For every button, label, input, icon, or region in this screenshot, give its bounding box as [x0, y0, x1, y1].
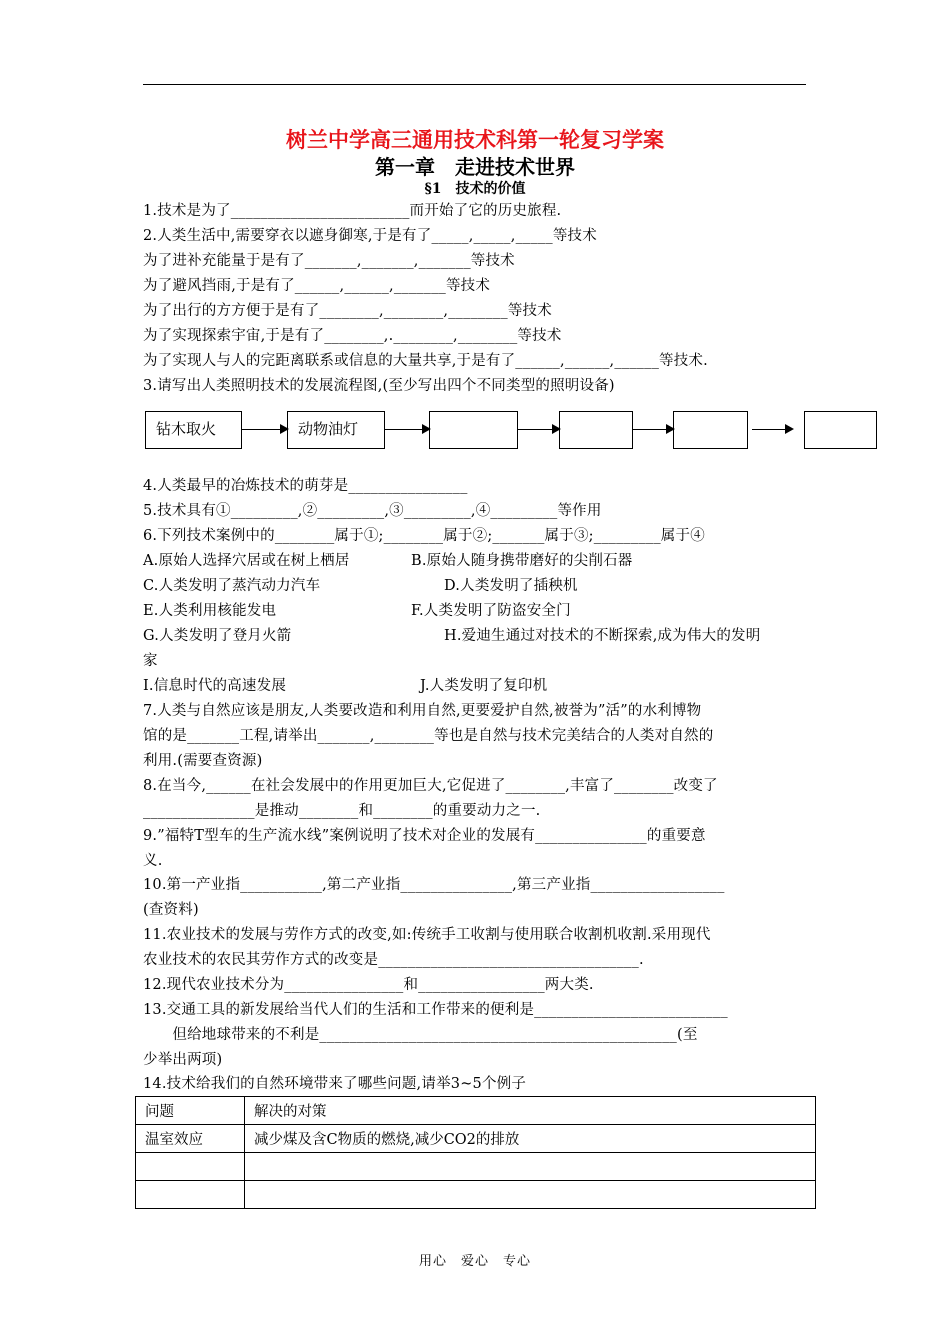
- table-header-problem: 问题: [136, 1097, 245, 1125]
- question-11-line-2: 农业技术的农民其劳作方式的改变是___________________________________.: [143, 952, 644, 968]
- question-14: 14.技术给我们的自然环境带来了哪些问题,请举3~5个例子: [143, 1076, 527, 1092]
- question-2: 2.人类生活中,需要穿衣以遮身御寒,于是有了_____,_____,_____等技术: [143, 228, 597, 244]
- chapter-title: 第一章 走进技术世界: [375, 155, 575, 179]
- table-row: [136, 1153, 816, 1181]
- question-8-line-2: _______________是推动________和________的重要动力之一.: [143, 803, 541, 819]
- header-rule: [143, 84, 806, 85]
- option-b: B.原始人随身携带磨好的尖削石器: [411, 553, 633, 569]
- question-12: 12.现代农业技术分为________________和_________________两大类.: [143, 977, 594, 993]
- table-header-solution: 解决的对策: [245, 1097, 816, 1125]
- table-cell: 温室效应: [136, 1125, 245, 1153]
- option-d: D.人类发明了插秧机: [444, 578, 578, 594]
- section-title: §1 技术的价值: [424, 181, 526, 197]
- option-a: A.原始人选择穴居或在树上栖居: [143, 553, 350, 569]
- question-2-energy: 为了进补充能量于是有了_______,_______,_______等技术: [143, 253, 515, 269]
- table-header-row: [136, 1097, 816, 1125]
- question-2-space: 为了实现探索宇宙,于是有了________,.________,________等技术: [143, 328, 562, 344]
- table-cell: [136, 1181, 245, 1209]
- page-footer: 用心 爱心 专心: [418, 1254, 531, 1269]
- question-7-line-3: 利用.(需要查资源): [143, 753, 263, 769]
- question-13: 13.交通工具的新发展给当代人们的生活和工作带来的便利是__________________________: [143, 1002, 728, 1018]
- flow-arrow-5: [752, 429, 792, 430]
- option-h-continued: 家: [143, 653, 158, 669]
- flow-step-2: 动物油灯: [287, 411, 385, 449]
- question-9-line-2: 义.: [143, 853, 163, 869]
- option-c: C.人类发明了蒸汽动力汽车: [143, 578, 321, 594]
- flow-step-5: [673, 411, 748, 449]
- table-cell: [245, 1153, 816, 1181]
- flow-step-6: [804, 411, 877, 449]
- table-cell: [136, 1153, 245, 1181]
- question-7: 7.人类与自然应该是朋友,人类要改造和利用自然,更要爱护自然,被誉为”活”的水利博物: [143, 703, 702, 719]
- flow-arrow-2: [385, 429, 429, 430]
- table-cell: [245, 1181, 816, 1209]
- table-row: [136, 1125, 816, 1153]
- question-9: 9.”福特T型车的生产流水线”案例说明了技术对企业的发展有_______________的重要意: [143, 828, 706, 844]
- school-title: 树兰中学高三通用技术科第一轮复习学案: [286, 127, 664, 152]
- question-4: 4.人类最早的冶炼技术的萌芽是________________: [143, 478, 468, 494]
- question-6: 6.下列技术案例中的________属于①;________属于②;_______属于③;_________属于④: [143, 528, 705, 544]
- flow-arrow-4: [633, 429, 673, 430]
- table-cell: 减少煤及含C物质的燃烧,减少CO2的排放: [245, 1125, 816, 1153]
- option-f: F.人类发明了防盗安全门: [411, 603, 571, 619]
- flow-step-1: 钻木取火: [145, 411, 242, 449]
- question-5: 5.技术具有①_________,②_________,③_________,④_________等作用: [143, 503, 602, 519]
- question-2-shelter: 为了避风挡雨,于是有了______,______,_______等技术: [143, 278, 491, 294]
- option-h: H.爱迪生通过对技术的不断探索,成为伟大的发明: [444, 628, 761, 644]
- option-g: G.人类发明了登月火箭: [143, 628, 292, 644]
- flow-arrow-1: [242, 429, 287, 430]
- question-10-line-2: (查资料): [143, 902, 199, 918]
- question-2-communication: 为了实现人与人的完距离联系或信息的大量共享,于是有了______,______,______等技术.: [143, 353, 708, 369]
- option-e: E.人类利用核能发电: [143, 603, 277, 619]
- question-13-line-2: 但给地球带来的不利是________________________________________________(至: [143, 1027, 698, 1043]
- question-2-travel: 为了出行的方方便于是有了________,________,________等技术: [143, 303, 552, 319]
- question-7-line-2: 馆的是_______工程,请举出_______,________等也是自然与技术完美结合的人类对自然的: [143, 728, 714, 744]
- problems-table: [135, 1096, 816, 1209]
- option-i: I.信息时代的高速发展: [143, 678, 287, 694]
- flow-step-3: [429, 411, 518, 449]
- table-row: [136, 1181, 816, 1209]
- question-8: 8.在当今,______在社会发展中的作用更加巨大,它促进了________,丰富了________改变了: [143, 778, 718, 794]
- question-3: 3.请写出人类照明技术的发展流程图,(至少写出四个不同类型的照明设备): [143, 378, 615, 394]
- flow-step-4: [559, 411, 633, 449]
- question-10: 10.第一产业指___________,第二产业指_______________,第三产业指__________________: [143, 877, 725, 893]
- question-1: 1.技术是为了________________________而开始了它的历史旅程.: [143, 203, 562, 219]
- question-11: 11.农业技术的发展与劳作方式的改变,如:传统手工收割与使用联合收割机收割.采用现代: [143, 927, 711, 943]
- flow-arrow-3: [518, 429, 559, 430]
- question-13-line-3: 少举出两项): [143, 1052, 223, 1068]
- option-j: J.人类发明了复印机: [420, 678, 548, 694]
